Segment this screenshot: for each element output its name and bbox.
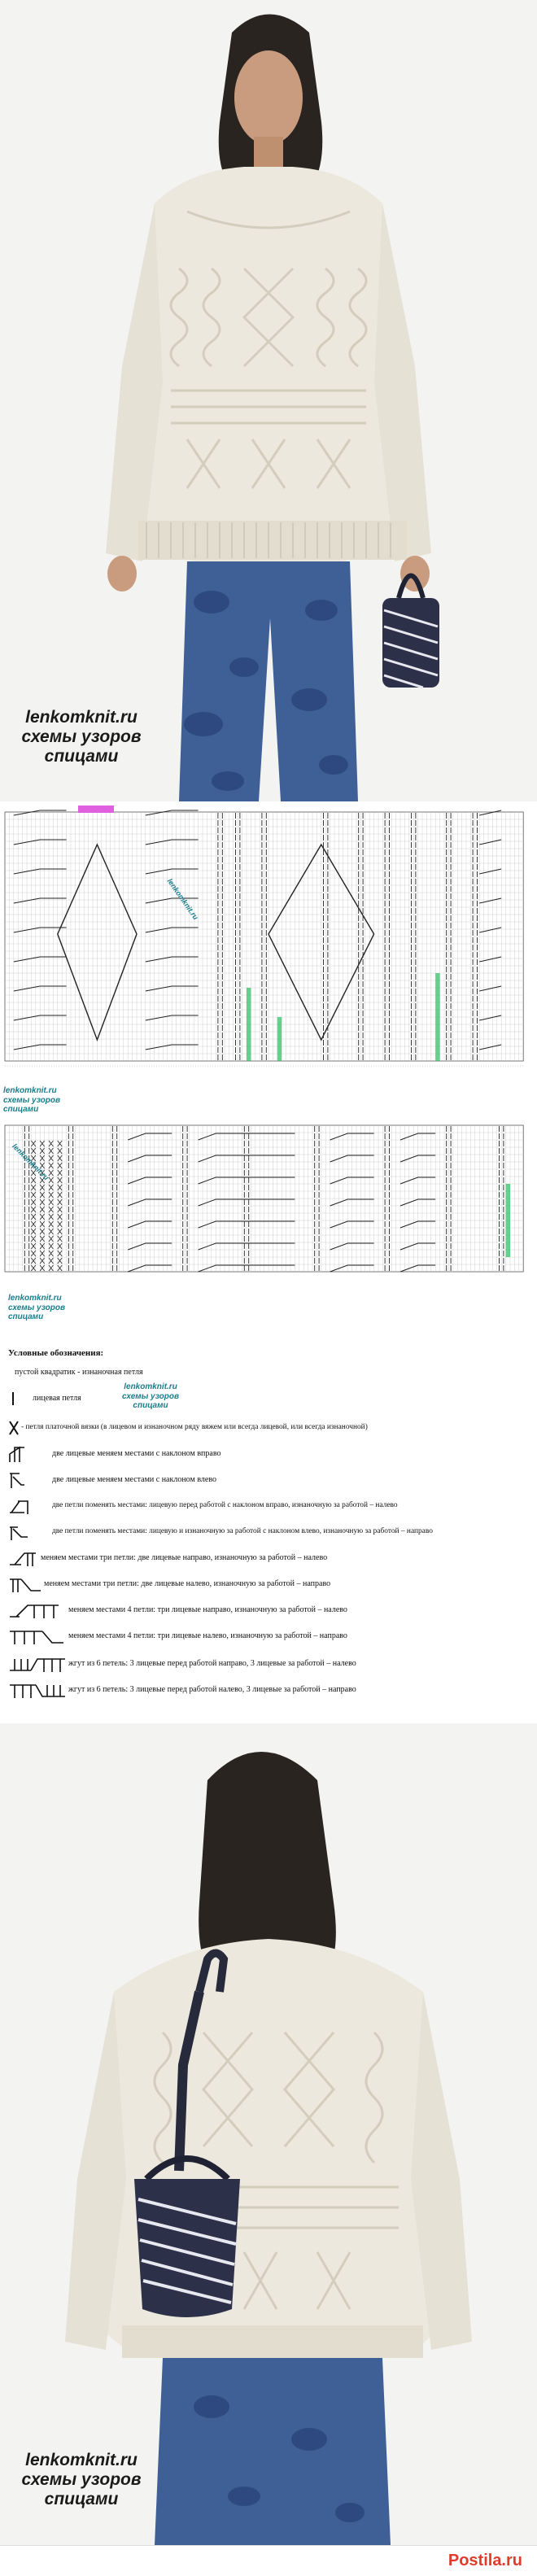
legend-watermark bbox=[122, 1382, 179, 1411]
purl-cross-right-icon bbox=[8, 1496, 50, 1516]
chart-1-grid bbox=[0, 806, 537, 1086]
purl-cross-left-icon bbox=[8, 1522, 50, 1542]
legend-six-left-text: жгут из 6 петель: 3 лицевые перед работой налево, 3 лицевые за работой – направо bbox=[68, 1685, 356, 1694]
legend-cross-right-text: две лицевые меняем местами с наклоном вправо bbox=[52, 1449, 221, 1458]
six-left-cable-icon bbox=[8, 1680, 67, 1700]
legend-title: Условные обозначения: bbox=[8, 1348, 104, 1358]
bottom-watermark-line3: спицами bbox=[44, 2490, 119, 2509]
top-photo-watermark bbox=[8, 708, 155, 766]
chart-2-caption-line2: схемы узоров bbox=[8, 1303, 66, 1312]
chart-1-marker: lenkomknit.ru bbox=[79, 806, 113, 812]
chart-1-grid-watermark: lenkomknit.ru bbox=[165, 877, 200, 922]
chart-2-green-strip bbox=[506, 1184, 510, 1257]
legend-knit-text: лицевая петля bbox=[33, 1394, 81, 1403]
legend-watermark-line1: lenkomknit.ru bbox=[124, 1382, 177, 1391]
legend-four-right-text: меняем местами 4 петли: три лицевые направо, изнаночную за работой – налево bbox=[68, 1605, 347, 1614]
chart-1-cells bbox=[5, 812, 523, 1061]
watermark-site: lenkomknit.ru bbox=[25, 708, 138, 727]
chart-1-caption-line2: схемы узоров bbox=[3, 1095, 61, 1105]
legend bbox=[0, 1348, 537, 1710]
cross-left-icon bbox=[8, 1470, 50, 1490]
postila-logo[interactable]: Postila.ru bbox=[448, 2552, 522, 2569]
legend-six-right-text: жгут из 6 петель: 3 лицевые перед работой направо, 3 лицевые за работой – налево bbox=[68, 1659, 356, 1668]
legend-three-right-text: меняем местами три петли: две лицевые направо, изнаночную за работой – налево bbox=[41, 1553, 328, 1562]
chart-1-caption-line3: спицами bbox=[3, 1105, 39, 1114]
legend-four-left-text: меняем местами 4 петли: три лицевые налево, изнаночную за работой – направо bbox=[68, 1631, 347, 1640]
bottom-watermark-line2: схемы узоров bbox=[21, 2470, 142, 2490]
cross-right-icon bbox=[8, 1444, 50, 1464]
legend-empty-text: пустой квадратик - изнаночная петля bbox=[15, 1368, 143, 1377]
legend-twisted-text: - петля платочной вязки (в лицевом и изнаночном ряду вяжем или всегда лицевой, или всегда изнаночной) bbox=[21, 1423, 368, 1431]
chart-2-caption-line3: спицами bbox=[8, 1312, 44, 1321]
legend-three-left-text: меняем местами три петли: две лицевые налево, изнаночную за работой – направо bbox=[44, 1579, 331, 1588]
watermark-line2: схемы узоров bbox=[21, 727, 142, 747]
chart-2-grid-watermark: lenkomknit.ru bbox=[11, 1142, 51, 1182]
chart-2-grid bbox=[0, 1117, 537, 1288]
legend-cross-left-text: две лицевые меняем местами с наклоном влево bbox=[52, 1475, 216, 1484]
four-left-icon bbox=[8, 1626, 67, 1646]
top-photo bbox=[0, 0, 537, 801]
chart-1-caption bbox=[3, 1086, 60, 1115]
site-footer-bar bbox=[0, 2545, 537, 2576]
chart-1-green-strip-1 bbox=[277, 1017, 282, 1061]
legend-watermark-line3: спицами bbox=[133, 1401, 168, 1410]
knitting-chart-1 bbox=[0, 806, 537, 1114]
watermark-line3: спицами bbox=[44, 747, 119, 766]
chart-2-caption-line1: lenkomknit.ru bbox=[8, 1294, 62, 1303]
six-right-cable-icon bbox=[8, 1654, 67, 1674]
chart-1-green-strip-0 bbox=[247, 988, 251, 1061]
legend-purl-cross-right-text: две петли поменять местами: лицевую перед работой с наклоном вправо, изнаночную за работой – налево bbox=[52, 1501, 398, 1509]
chart-1-caption-line1: lenkomknit.ru bbox=[3, 1086, 57, 1095]
chart-2-cells bbox=[5, 1125, 523, 1272]
legend-watermark-line2: схемы узоров bbox=[122, 1391, 180, 1401]
legend-purl-cross-left-text: две петли поменять местами: лицевую и изнаночную за работой с наклоном влево, изнаночную за работой – направо bbox=[52, 1527, 433, 1535]
bottom-watermark-site: lenkomknit.ru bbox=[25, 2451, 138, 2469]
four-right-icon bbox=[8, 1600, 67, 1620]
chart-2-caption bbox=[8, 1294, 65, 1322]
chart-1-green-strip-2 bbox=[435, 973, 439, 1061]
bottom-photo-watermark bbox=[8, 2451, 155, 2509]
knitting-chart-2 bbox=[0, 1117, 537, 1288]
bottom-photo bbox=[0, 1723, 537, 2545]
